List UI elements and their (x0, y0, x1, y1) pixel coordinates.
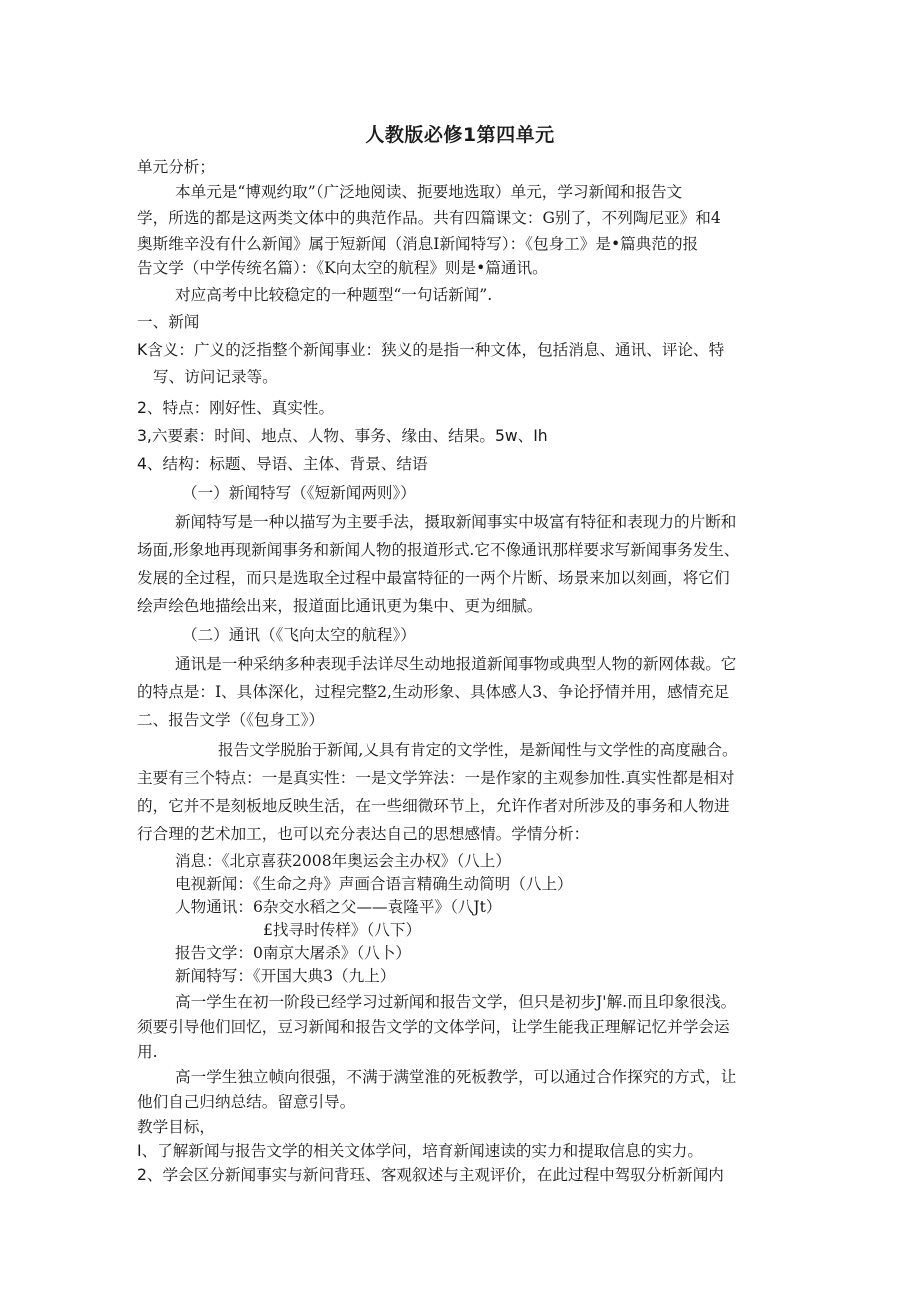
document-title: 人教版必修1第四单元 (365, 124, 555, 146)
goals-heading: 教学目标， (137, 1118, 215, 1136)
section-report-heading: 二、报告文学（《包身工》） (137, 711, 325, 729)
goal-item: I、了解新闻与报告文学的相关文体学问，培育新闻速读的实力和提取信息的实力。 (137, 1142, 703, 1160)
unit-analysis-line: 学，所选的都是这两类文体中的典范作品。共有四篇课文：G别了，不列陶尼亚》和4 (137, 209, 721, 227)
tongxun-para-line: 通讯是一种采纳多种表现手法详尽生动地报道新闻事物或典型人物的新网体裁。它 (175, 655, 737, 673)
news-definition-cont: 写、访问记录等。 (153, 368, 278, 386)
unit-analysis-heading: 单元分析； (137, 158, 215, 176)
learned-item: 报告文学：0南京大屠杀》（八卜） (175, 944, 412, 962)
news-structure: 4、结构：标题、导语、主体、背景、结语 (137, 455, 428, 473)
report-para-line: 的，它并不是刻板地反映生活，在一些细微环节上，允许作者对所涉及的事务和人物进 (137, 797, 730, 815)
feature-para-line: 绘声绘色地描绘出来，报道面比通讯更为集中、更为细腻。 (137, 597, 543, 615)
report-para-line: 报告文学脱胎于新闻,乂具有肯定的文学性，是新闻性与文学性的高度融合。 (218, 741, 738, 759)
student-para-line: 高一学生独立帧向很强，不满于满堂淮的死板教学，可以通过合作探究的方式，让 (175, 1068, 737, 1086)
subsection-tongxun-heading: （二）通讯（《飞向太空的航程》） (182, 626, 416, 644)
news-six-elements: 3,六要素：时间、地点、人物、事务、缘由、结果。5w、Ih (137, 427, 548, 445)
student-para-line: 高一学生在初一阶段已经学习过新闻和报告文学，但只是初步J'解.而且印象很浅。 (175, 993, 737, 1011)
feature-para-line: 新闻特写是一种以描写为主要手法，摄取新闻事实中圾富有特征和表现力的片断和 (175, 513, 737, 531)
unit-analysis-line: 告文学（中学传统名篇）：《K向太空的航程》则是•篇通讯。 (137, 259, 548, 277)
student-para-line: 用. (137, 1043, 158, 1061)
learned-item: 电视新闻：《生命之舟》声画合语言精确生动简明（八上） (175, 875, 573, 893)
learned-item: 新闻特写：《开国大典3（九上） (175, 967, 396, 985)
unit-analysis-line: 奥斯维辛没有什么新闻》属于短新闻（消息I新闻特写）：《包身工》是•篇典范的报 (137, 235, 699, 253)
student-para-line: 他们自己归纳总结。留意引导。 (137, 1093, 356, 1111)
news-features: 2、特点：刚好性、真实性。 (137, 399, 335, 417)
news-definition: K含义：广义的泛指整个新闻事业：狭义的是指一种文体，包括消息、通讯、评论、特 (137, 341, 725, 359)
tongxun-para-line: 的特点是：I、具体深化，过程完整2,生动形象、具体感人3、争论抒情并用，感情充足 (137, 683, 730, 701)
feature-para-line: 发展的全过程，而只是选取全过程中最富特征的一两个片断、场景来加以刻画，将它们 (137, 569, 730, 587)
learned-item: 消息：《北京喜获2008年奥运会主办权》（八上） (175, 852, 511, 870)
unit-analysis-line: 本单元是“博观约取”（广泛地阅读、扼要地选取）单元，学习新闻和报告文 (175, 183, 683, 201)
goal-item: 2、学会区分新闻事实与新问背珏、客观叙述与主观评价，在此过程中驾驭分析新闻内 (137, 1166, 724, 1184)
report-para-line: 行合理的艺术加工，也可以充分表达自己的思想感情。学情分析： (137, 825, 590, 843)
exam-note: 对应高考中比较稳定的一种题型“一句话新闻”. (175, 286, 493, 304)
subsection-feature-heading: （一）新闻特写（《短新闻两则》） (182, 484, 416, 502)
feature-para-line: 场面,形象地再现新闻事务和新闻人物的报道形式.它不像通讯那样要求写新闻事务发生、 (137, 541, 740, 559)
learned-item: £找寻时传样》（八下） (263, 921, 422, 939)
student-para-line: 须要引导他们回忆，豆习新闻和报告文学的文体学问，让学生能我正理解记忆并学会运 (137, 1018, 730, 1036)
section-news-heading: 一、新闻 (137, 313, 200, 331)
learned-item: 人物通讯：6杂交水稻之父——袁隆平》（八Jt） (175, 898, 502, 916)
report-para-line: 主要有三个特点：一是真实性：一是文学笄法：一是作家的主观参加性.真实性都是相对 (137, 769, 735, 787)
